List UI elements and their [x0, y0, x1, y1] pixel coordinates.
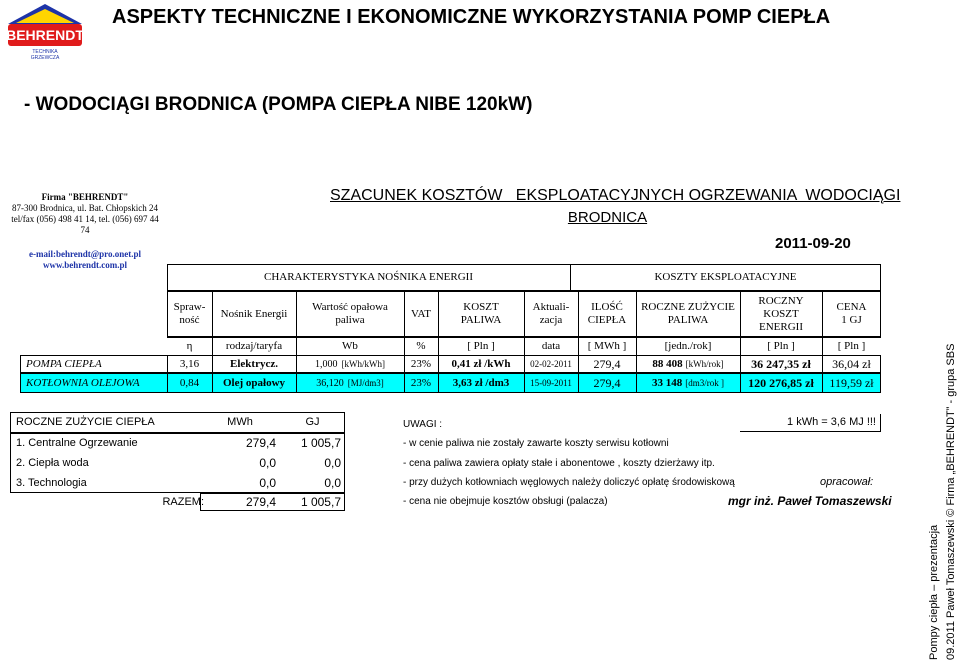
header-heat-amount [578, 291, 636, 337]
firm-address: 87-300 Brodnica, ul. Bat. Chłopskich 24 [12, 203, 158, 213]
header-fuel-use [636, 291, 740, 337]
header-annual-cost [740, 291, 822, 337]
header-fuel-use-l2: PALIWA [667, 314, 709, 326]
unit-vat: % [416, 339, 426, 352]
header-heat-amount-l2: CIEPŁA [587, 314, 627, 326]
calculation-date: 2011-09-20 [775, 235, 851, 252]
header-fuel-cost-l1: KOSZT [463, 301, 499, 313]
usage-row-label: 1. Centralne Ogrzewanie [16, 436, 138, 449]
row-heat-pump-fuel-use-num: 88 408 [652, 357, 683, 370]
usage-row-mwh: 0,0 [259, 475, 276, 490]
conversion-note: 1 kWh = 3,6 MJ !!! [740, 414, 881, 432]
row-oil-boiler-heat-amount: 279,4 [593, 375, 621, 390]
header-price-gj [822, 291, 881, 337]
header-annual-cost-l3: ENERGII [759, 320, 803, 333]
notes-header: UWAGI : [403, 419, 443, 430]
unit-price-gj: [ Pln ] [837, 339, 866, 352]
company-logo [2, 2, 88, 62]
header-update-l1: Aktuali- [532, 301, 570, 313]
unit-fuel-use: [jedn./rok] [664, 339, 712, 352]
unit-fuel-cost: [ Pln ] [467, 339, 495, 352]
row-oil-boiler-fuel-use-unit: [dm3/rok ] [685, 377, 724, 388]
unit-heating-value: Wb [342, 339, 358, 352]
firm-name: Firma "BEHRENDT" [41, 192, 129, 202]
usage-row-gj: 0,0 [324, 455, 341, 470]
unit-heat-amount: [ MWh ] [587, 339, 627, 352]
header-fuel-cost [438, 291, 524, 337]
row-oil-boiler-price-gj: 119,59 zł [829, 375, 874, 390]
firm-phones: tel/fax (056) 498 41 14, tel. (056) 697 44 74 [11, 214, 159, 235]
usage-row-gj: 1 005,7 [300, 435, 341, 450]
calculation-title-line2: BRODNICA [567, 209, 648, 226]
row-heat-pump-name: POMPA CIEPŁA [26, 357, 102, 370]
side-caption [920, 0, 960, 662]
header-price-gj-l1: CENA [836, 301, 867, 313]
calculation-title-line1: SZACUNEK KOSZTÓW EKSPLOATACYJNYCH OGRZEWANIA WODOCIĄGI [330, 187, 901, 204]
row-oil-boiler-vat: 23% [410, 376, 432, 389]
prepared-by-label: opracował: [820, 476, 874, 488]
page-subtitle: - WODOCIĄGI BRODNICA (POMPA CIEPŁA NIBE 120kW) [24, 94, 533, 115]
header-price-gj-l2: 1 GJ [841, 314, 862, 326]
row-heat-pump-fuel-cost: 0,41 zł /kWh [451, 357, 511, 370]
note-item: - przy dużych kotłowniach węglowych należy doliczyć opłatę środowiskową [403, 477, 735, 488]
row-oil-boiler-heating-value [296, 373, 404, 393]
usage-row-mwh: 0,0 [259, 455, 276, 470]
row-heat-pump-fuel-use-unit: [kWh/rok] [685, 358, 724, 369]
row-heat-pump-carrier: Elektrycz. [230, 357, 278, 370]
author-name: mgr inż. Paweł Tomaszewski [728, 494, 892, 508]
row-heat-pump-heat-amount: 279,4 [593, 356, 621, 371]
header-carrier: Nośnik Energii [220, 307, 288, 320]
header-heat-amount-l1: ILOŚĆ [591, 301, 623, 313]
firm-email: e-mail:behrendt@pro.onet.pl [28, 249, 142, 259]
usage-total-gj: 1 005,7 [300, 494, 341, 509]
header-heating-value-l1: Wartość opałowa [312, 301, 388, 313]
logo-name: BEHRENDT [6, 27, 84, 43]
row-oil-boiler-fuel-use [636, 373, 740, 393]
unit-carrier: rodzaj/taryfa [225, 339, 283, 352]
logo-sub1: TECHNIKA [32, 49, 58, 55]
row-heat-pump-fuel-use [636, 355, 740, 373]
header-fuel-cost-l2: PALIWA [460, 314, 502, 326]
header-heating-value [296, 291, 404, 337]
col-divider [296, 291, 297, 393]
firm-info [10, 192, 160, 271]
usage-row-gj: 0,0 [324, 475, 341, 490]
usage-header-label: ROCZNE ZUŻYCIE CIEPŁA [16, 416, 155, 428]
header-heating-value-l2: paliwa [335, 314, 365, 326]
group-energy-carrier: CHARAKTERYSTYKA NOŚNIKA ENERGII [263, 271, 473, 283]
note-item: - w cenie paliwa nie zostały zawarte koszty serwisu kotłowni [403, 438, 669, 449]
col-divider [167, 355, 168, 393]
row-oil-boiler-fuel-cost: 3,63 zł /dm3 [452, 376, 510, 389]
usage-header-mwh: MWh [227, 416, 253, 428]
header-vat: VAT [411, 307, 431, 320]
col-divider [578, 291, 579, 393]
header-efficiency-l1: Spraw- [173, 301, 206, 313]
usage-header-gj: GJ [305, 416, 320, 428]
col-divider [740, 291, 741, 393]
row-heat-pump-update: 02-02-2011 [530, 358, 572, 369]
usage-row-mwh: 279,4 [245, 435, 276, 450]
row-heat-pump-heating-value-unit: [kWh/kWh] [341, 358, 385, 369]
row-oil-boiler-name: KOTŁOWNIA OLEJOWA [26, 376, 140, 389]
col-divider [404, 291, 405, 393]
header-update-l2: zacja [539, 314, 563, 326]
row-heat-pump-heating-value [296, 355, 404, 373]
row-heat-pump-efficiency: 3,16 [179, 357, 200, 370]
col-divider [636, 291, 637, 393]
row-oil-boiler-annual-cost: 120 276,85 zł [748, 375, 814, 390]
usage-total-label: RAZEM: [162, 495, 204, 508]
side-caption-line2: 09.2011 Paweł Tomaszewski © Firma „BEHRENDT” - grupa SBS [945, 343, 957, 660]
row-oil-boiler-efficiency: 0,84 [179, 376, 200, 389]
row-heat-pump-heating-value-num: 1,000 [315, 358, 338, 370]
col-divider [524, 291, 525, 393]
group-operating-costs: KOSZTY EKSPLOATACYJNE [654, 271, 797, 283]
firm-www: www.behrendt.com.pl [42, 260, 128, 270]
unit-update: data [541, 339, 561, 352]
header-annual-cost-l2: KOSZT [763, 307, 799, 320]
unit-efficiency: η [186, 339, 193, 352]
row-oil-boiler-fuel-use-num: 33 148 [652, 376, 683, 389]
header-efficiency-l2: ność [179, 314, 200, 326]
col-divider [438, 291, 439, 393]
row-oil-boiler-carrier: Olej opałowy [222, 376, 286, 389]
row-oil-boiler-heating-value-num: 36,120 [316, 377, 344, 389]
usage-row-label: 3. Technologia [16, 476, 87, 489]
note-item: - cena paliwa zawiera opłaty stałe i abonentowe , koszty dzierżawy itp. [403, 458, 715, 469]
col-divider [212, 291, 213, 393]
col-divider [822, 291, 823, 393]
row-heat-pump-price-gj: 36,04 zł [832, 356, 871, 371]
row-heat-pump-vat: 23% [410, 357, 432, 370]
header-annual-cost-l1: ROCZNY [758, 294, 804, 307]
note-item: - cena nie obejmuje kosztów obsługi (palacza) [403, 496, 608, 507]
header-efficiency [167, 291, 212, 337]
unit-annual-cost: [ Pln ] [767, 339, 795, 352]
header-update [524, 291, 578, 337]
header-fuel-use-l1: ROCZNE ZUŻYCIE [641, 301, 735, 313]
row-oil-boiler-update: 15-09-2011 [530, 377, 572, 388]
calculation-title [330, 185, 901, 229]
row-heat-pump-annual-cost: 36 247,35 zł [751, 356, 811, 371]
usage-total-mwh: 279,4 [245, 494, 276, 509]
page-title: ASPEKTY TECHNICZNE I EKONOMICZNE WYKORZYSTANIA POMP CIEPŁA [112, 6, 831, 28]
side-caption-line1: Pompy ciepła – prezentacja [928, 524, 940, 660]
row-oil-boiler-heating-value-unit: [MJ/dm3] [347, 377, 384, 388]
logo-sub2: GRZEWCZA [30, 55, 60, 61]
usage-row-label: 2. Ciepła woda [16, 456, 89, 469]
